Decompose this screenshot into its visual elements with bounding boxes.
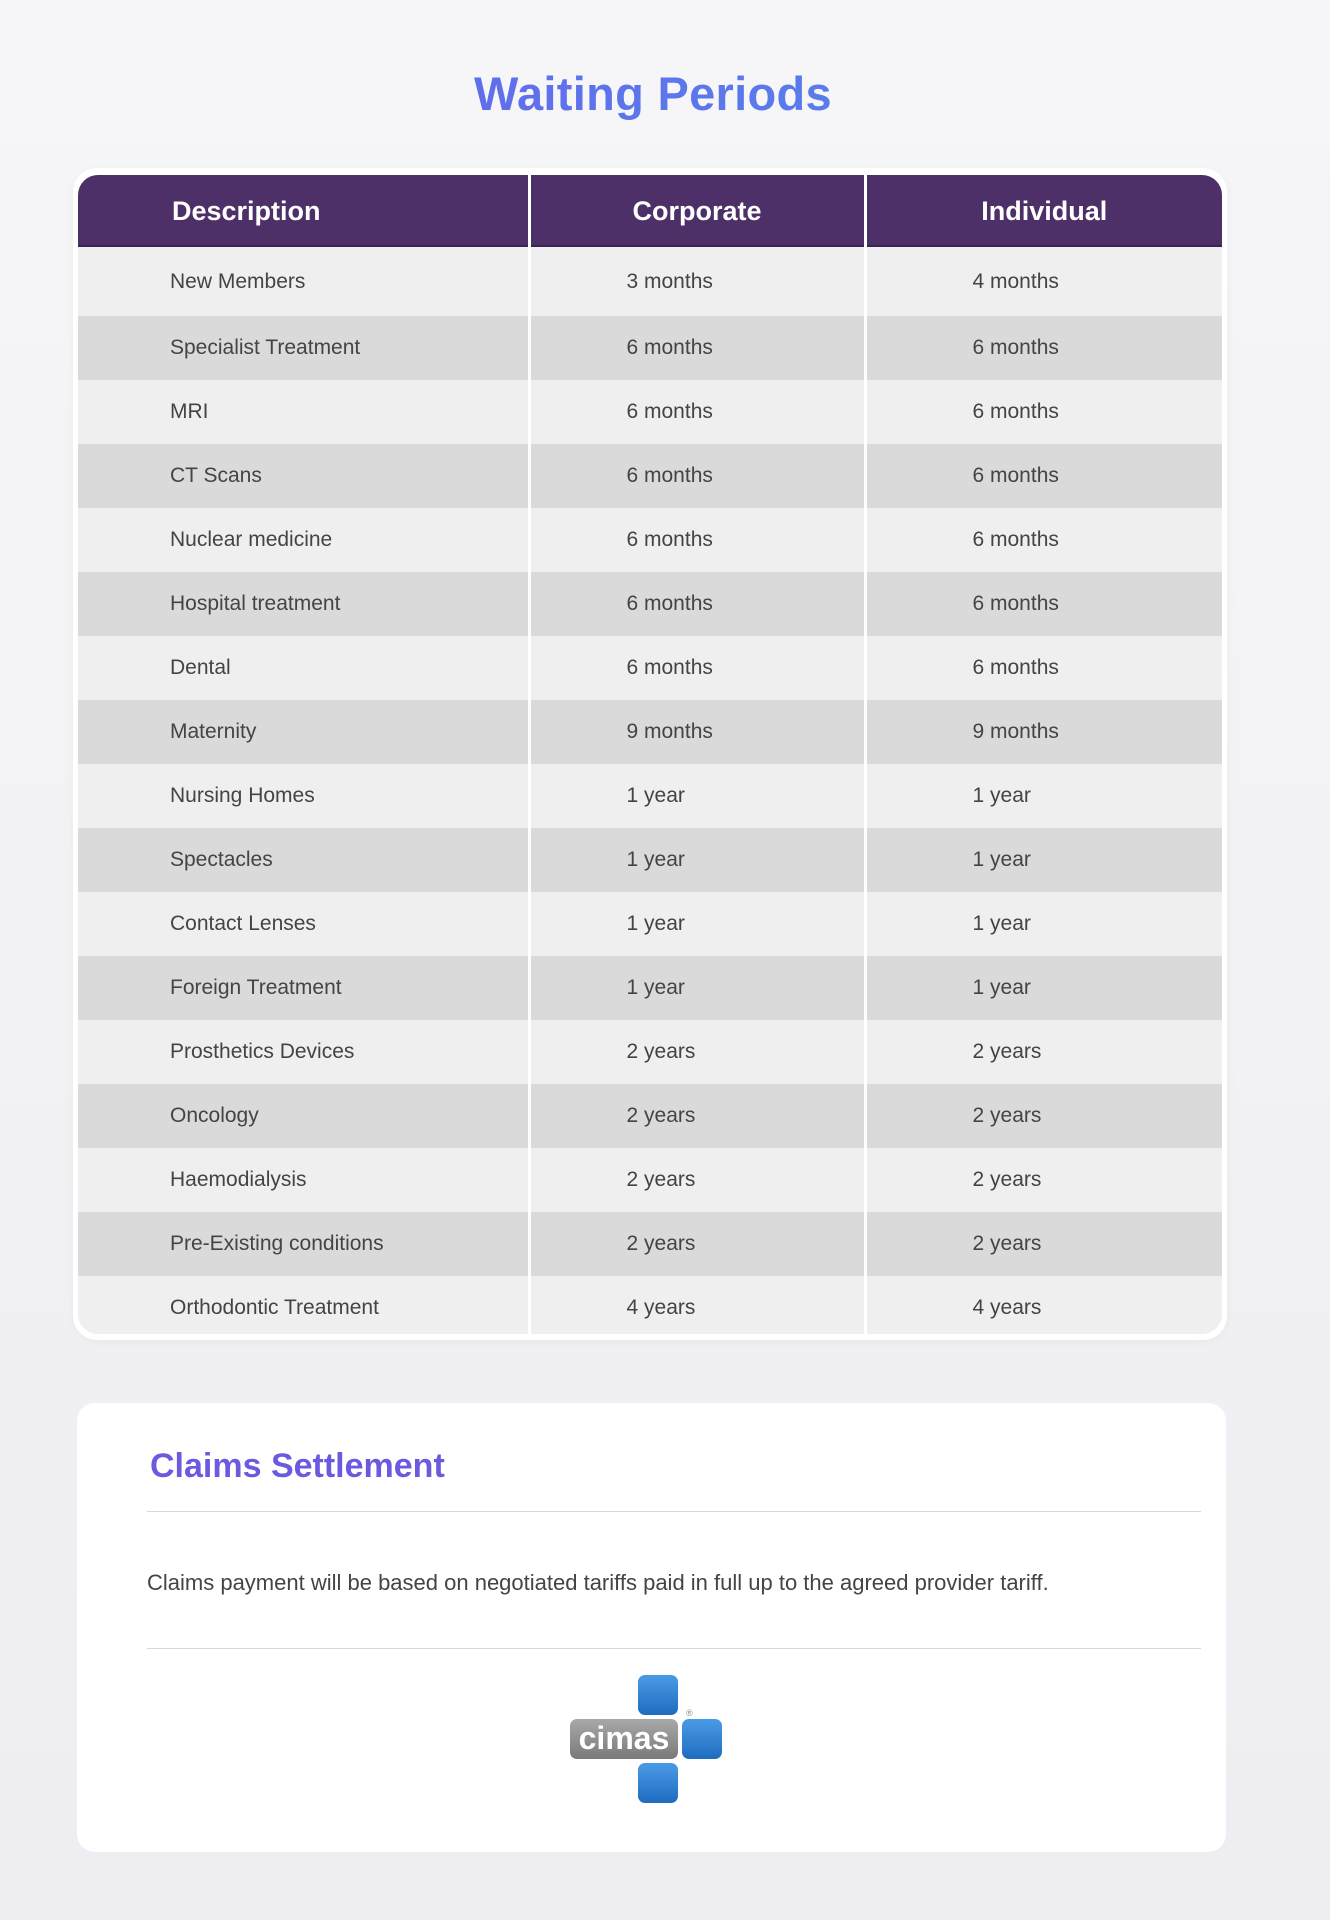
cell-individual-text: 1 year <box>972 848 1031 871</box>
cell-individual <box>865 1276 1222 1334</box>
cell-individual <box>865 380 1222 444</box>
table-row <box>78 1020 1222 1084</box>
cell-corporate-text: 1 year <box>626 976 685 999</box>
cell-individual <box>865 1212 1222 1276</box>
table-row <box>78 1212 1222 1276</box>
cell-corporate-text: 6 months <box>626 656 713 679</box>
cell-description: Nuclear medicine <box>78 508 529 572</box>
cell-corporate <box>529 1148 865 1212</box>
cell-description: Oncology <box>78 1084 529 1148</box>
cell-description: MRI <box>78 380 529 444</box>
logo-block-bottom <box>638 1763 678 1803</box>
cell-individual <box>865 1084 1222 1148</box>
cell-corporate <box>529 1212 865 1276</box>
cell-corporate-text: 2 years <box>626 1232 696 1255</box>
cell-individual <box>865 636 1222 700</box>
table-row <box>78 828 1222 892</box>
cell-individual-text: 9 months <box>972 720 1059 743</box>
cell-corporate <box>529 636 865 700</box>
cell-description: New Members <box>78 247 529 316</box>
cell-corporate <box>529 892 865 956</box>
table-row <box>78 700 1222 764</box>
cell-individual-text: 1 year <box>972 784 1031 807</box>
table-row <box>78 1276 1222 1334</box>
cell-corporate <box>529 572 865 636</box>
cell-description: Prosthetics Devices <box>78 1020 529 1084</box>
cell-corporate <box>529 956 865 1020</box>
column-header-individual: Individual <box>865 175 1222 247</box>
cell-corporate-text: 6 months <box>626 464 713 487</box>
logo-text: cimas <box>578 1720 670 1756</box>
cell-corporate-text: 1 year <box>626 848 685 871</box>
cell-individual <box>865 764 1222 828</box>
cell-individual-text: 6 months <box>972 592 1059 615</box>
cell-corporate-text: 2 years <box>626 1168 696 1191</box>
cell-corporate-text: 2 years <box>626 1104 696 1127</box>
cell-description: Spectacles <box>78 828 529 892</box>
table-row <box>78 380 1222 444</box>
cell-description: Haemodialysis <box>78 1148 529 1212</box>
cell-corporate-text: 6 months <box>626 400 713 423</box>
cell-corporate <box>529 700 865 764</box>
cell-individual <box>865 1020 1222 1084</box>
table-header-row <box>78 175 1222 247</box>
logo-block-right <box>682 1719 722 1759</box>
cell-corporate-text: 6 months <box>626 592 713 615</box>
cell-corporate-text: 4 years <box>626 1296 696 1319</box>
logo-block-top <box>638 1675 678 1715</box>
cell-individual <box>865 572 1222 636</box>
cell-individual-text: 2 years <box>972 1040 1042 1063</box>
cell-corporate-text: 6 months <box>626 336 713 359</box>
table-row <box>78 316 1222 380</box>
cell-corporate-text: 3 months <box>626 269 713 293</box>
column-header-description: Description <box>78 175 529 247</box>
table-row <box>78 892 1222 956</box>
cell-individual <box>865 1148 1222 1212</box>
cell-description: Foreign Treatment <box>78 956 529 1020</box>
cell-individual-text: 6 months <box>972 336 1059 359</box>
table-row <box>78 956 1222 1020</box>
table <box>78 175 1222 1334</box>
divider <box>147 1511 1201 1512</box>
cell-corporate <box>529 1084 865 1148</box>
cell-corporate <box>529 380 865 444</box>
claims-text: Claims payment will be based on negotiated tariffs paid in full up to the agreed provider tariff. <box>147 1570 1049 1595</box>
cell-corporate <box>529 1276 865 1334</box>
claims-settlement-card <box>77 1403 1226 1852</box>
table-row <box>78 508 1222 572</box>
cell-individual-text: 1 year <box>972 912 1031 935</box>
cell-individual-text: 1 year <box>972 976 1031 999</box>
cell-corporate-text: 2 years <box>626 1040 696 1063</box>
cell-individual <box>865 508 1222 572</box>
table-body <box>78 247 1222 1334</box>
cell-individual <box>865 700 1222 764</box>
cimas-logo-graphic <box>568 1671 728 1807</box>
cell-corporate-text: 1 year <box>626 912 685 935</box>
cell-individual <box>865 956 1222 1020</box>
table-row <box>78 247 1222 316</box>
cell-description: Contact Lenses <box>78 892 529 956</box>
cell-individual-text: 2 years <box>972 1168 1042 1191</box>
table-row <box>78 1148 1222 1212</box>
cell-individual-text: 6 months <box>972 464 1059 487</box>
cell-individual-text: 4 years <box>972 1296 1042 1319</box>
table-row <box>78 1084 1222 1148</box>
table-row <box>78 636 1222 700</box>
divider <box>147 1648 1201 1649</box>
cell-individual-text: 2 years <box>972 1232 1042 1255</box>
registered-mark: ® <box>686 1708 693 1718</box>
table-row <box>78 444 1222 508</box>
cell-individual <box>865 316 1222 380</box>
cell-individual <box>865 247 1222 316</box>
cell-description: Dental <box>78 636 529 700</box>
cell-corporate <box>529 764 865 828</box>
cell-description: Hospital treatment <box>78 572 529 636</box>
cell-individual-text: 6 months <box>972 528 1059 551</box>
column-header-corporate: Corporate <box>529 175 865 247</box>
cell-corporate <box>529 828 865 892</box>
cell-corporate <box>529 444 865 508</box>
cell-description: Orthodontic Treatment <box>78 1276 529 1334</box>
claims-title: Claims Settlement <box>150 1447 445 1485</box>
cell-description: Maternity <box>78 700 529 764</box>
page-title: Waiting Periods <box>0 66 1306 121</box>
cell-corporate <box>529 1020 865 1084</box>
cell-description: Pre-Existing conditions <box>78 1212 529 1276</box>
table-row <box>78 572 1222 636</box>
cell-individual-text: 2 years <box>972 1104 1042 1127</box>
waiting-periods-table <box>78 175 1222 1334</box>
cell-description: Specialist Treatment <box>78 316 529 380</box>
cell-individual-text: 4 months <box>972 269 1059 293</box>
cell-individual-text: 6 months <box>972 656 1059 679</box>
cell-individual <box>865 444 1222 508</box>
cell-individual <box>865 828 1222 892</box>
cell-corporate-text: 9 months <box>626 720 713 743</box>
cimas-logo <box>568 1671 728 1807</box>
table-row <box>78 764 1222 828</box>
cell-corporate-text: 6 months <box>626 528 713 551</box>
cell-corporate <box>529 508 865 572</box>
cell-corporate <box>529 316 865 380</box>
cell-individual <box>865 892 1222 956</box>
cell-individual-text: 6 months <box>972 400 1059 423</box>
cell-corporate-text: 1 year <box>626 784 685 807</box>
cell-corporate <box>529 247 865 316</box>
cell-description: Nursing Homes <box>78 764 529 828</box>
cell-description: CT Scans <box>78 444 529 508</box>
